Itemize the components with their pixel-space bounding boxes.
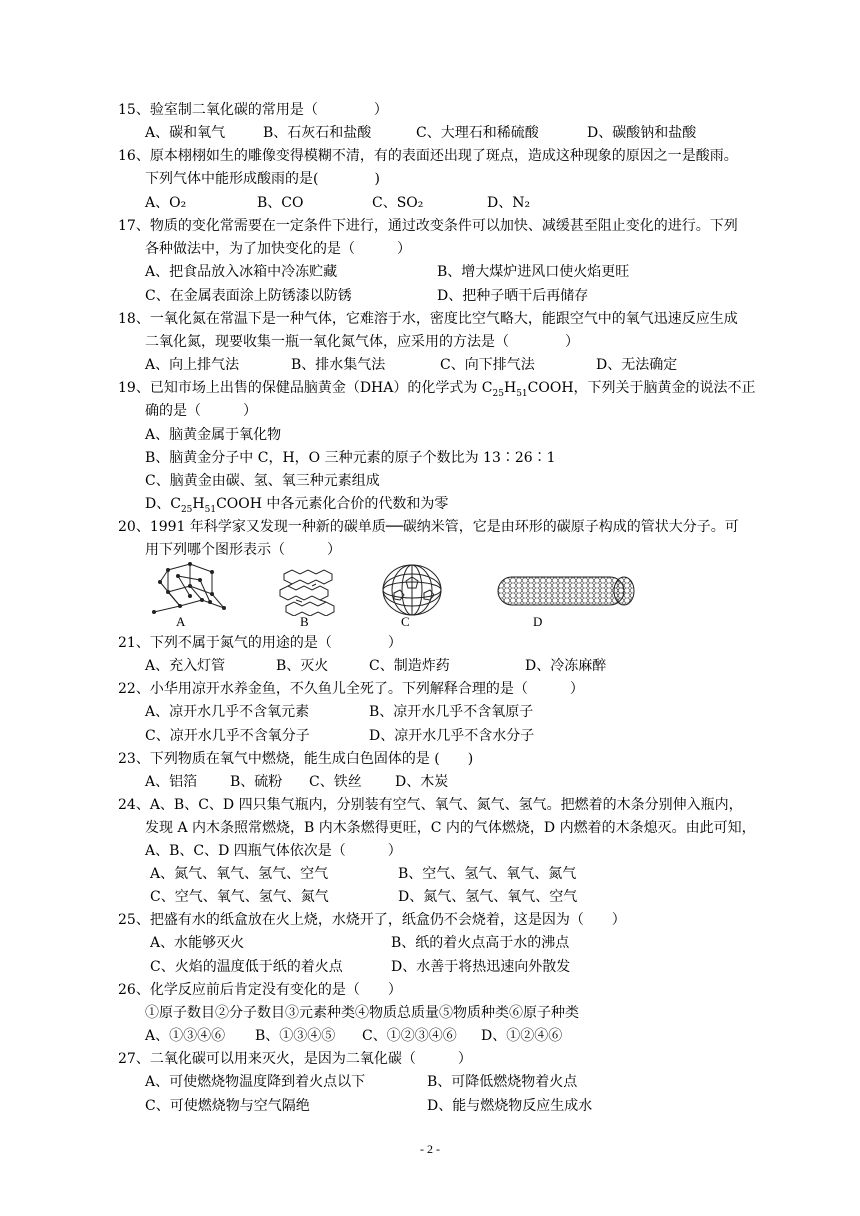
question-15-stem: 15、验室制二氧化碳的常用是（ ）: [118, 102, 388, 118]
question-20-stem-line2: 用下列哪个图形表示（ ）: [145, 542, 341, 558]
page-number: - 2 -: [420, 1142, 440, 1156]
q26-option-d: D、①②④⑥: [481, 1028, 563, 1044]
q26-option-b: B、①③④⑤: [255, 1028, 336, 1044]
q22-option-a: A、凉开水几乎不含氧元素: [145, 704, 310, 720]
q18-option-d: D、无法确定: [596, 357, 678, 373]
q27-option-a: A、可使燃烧物温度降到着火点以下: [145, 1074, 366, 1090]
q16-option-d: D、N₂: [487, 195, 531, 211]
diamond-structure-figure: [150, 562, 230, 616]
q23-option-c: C、铁丝: [309, 774, 362, 790]
q27-option-d: D、能与燃烧物反应生成水: [427, 1098, 593, 1114]
q26-option-a: A、①③④⑥: [145, 1028, 226, 1044]
q25-option-b: B、纸的着火点高于水的沸点: [391, 935, 570, 951]
q16-option-c: C、SO₂: [372, 195, 424, 211]
question-24-stem-line3: A、B、C、D 四瓶气体依次是（ ）: [145, 843, 402, 859]
q19-option-a: A、脑黄金属于氧化物: [145, 427, 282, 443]
q19-option-d: D、$C_{25}H_{51}COOH$ 中各元素化合价的代数和为零: [145, 496, 449, 515]
q24-option-c: C、空气、氧气、氢气、氮气: [150, 889, 329, 905]
q19-option-c: C、脑黄金由碳、氢、氧三种元素组成: [145, 473, 380, 489]
q17-option-a: A、把食品放入冰箱中冷冻贮藏: [145, 264, 338, 280]
q15-option-b: B、石灰石和盐酸: [263, 125, 372, 141]
fullerene-structure-figure: [380, 563, 444, 617]
q21-option-a: A、充入灯管: [145, 658, 226, 674]
question-27-stem: 27、二氧化碳可以用来灭火，是因为二氧化碳（ ）: [118, 1051, 472, 1067]
q15-option-d: D、碳酸钠和盐酸: [587, 125, 697, 141]
q15-option-c: C、大理石和稀硫酸: [416, 125, 539, 141]
q22-option-c: C、凉开水几乎不含氧分子: [145, 728, 310, 744]
q25-option-c: C、火焰的温度低于纸的着火点: [150, 959, 343, 975]
q23-option-a: A、铝箔: [145, 774, 198, 790]
question-24-stem-line1: 24、A、B、C、D 四只集气瓶内，分别装有空气、氧气、氮气、氢气。把燃着的木条分别伸入瓶内，: [118, 797, 743, 813]
q23-option-d: D、木炭: [395, 774, 449, 790]
q19-option-b: B、脑黄金分子中 C，H，O 三种元素的原子个数比为 13∶26∶1: [145, 450, 556, 466]
q27-option-c: C、可使燃烧物与空气隔绝: [145, 1098, 310, 1114]
q17-option-b: B、增大煤炉进风口使火焰更旺: [437, 264, 630, 280]
q24-option-d: D、氮气、氢气、氧气、空气: [398, 889, 578, 905]
question-18-stem-line2: 二氧化氮，现要收集一瓶一氧化氮气体，应采用的方法是（ ）: [145, 334, 579, 350]
q25-option-d: D、水善于将热迅速向外散发: [391, 959, 571, 975]
q16-option-a: A、O₂: [145, 195, 187, 211]
question-17-stem-line1: 17、物质的变化常需要在一定条件下进行，通过改变条件可以加快、减缓甚至阻止变化的进行。下列: [118, 218, 738, 234]
q21-option-d: D、冷冻麻醉: [525, 658, 607, 674]
q17-option-d: D、把种子晒干后再储存: [437, 288, 589, 304]
question-17-stem-line2: 各种做法中，为了加快变化的是（ ）: [145, 241, 411, 257]
q27-option-b: B、可降低燃烧物着火点: [427, 1074, 578, 1090]
q18-option-b: B、排水集气法: [291, 357, 386, 373]
question-19-stem-line1: 19、已知市场上出售的保健品脑黄金（DHA）的化学式为 $C_{25}H_{51}COOH$，下列关于脑黄金的说法不正: [118, 380, 756, 399]
question-26-stem: 26、化学反应前后肯定没有变化的是（ ）: [118, 982, 402, 998]
q16-option-b: B、CO: [257, 195, 304, 211]
figure-label-b: B: [300, 614, 309, 629]
question-22-stem: 22、小华用凉开水养金鱼，不久鱼儿全死了。下列解释合理的是（ ）: [118, 681, 584, 697]
q23-option-b: B、硫粉: [230, 774, 283, 790]
question-16-stem-line2: 下列气体中能形成酸雨的是( ): [145, 171, 380, 187]
q25-option-a: A、水能够灭火: [150, 935, 245, 951]
figure-label-c: C: [401, 614, 410, 629]
question-19-stem-line2: 确的是（ ）: [145, 403, 257, 419]
q24-option-a: A、氮气、氧气、氢气、空气: [150, 866, 329, 882]
question-23-stem: 23、下列物质在氧气中燃烧，能生成白色固体的是 ( ): [118, 751, 474, 767]
question-16-stem-line1: 16、原本栩栩如生的雕像变得模糊不清，有的表面还出现了斑点，造成这种现象的原因之一是酸雨。: [118, 148, 738, 164]
nanotube-structure-figure: [486, 573, 636, 609]
question-24-stem-line2: 发现 A 内木条照常燃烧，B 内木条燃得更旺，C 内的气体燃烧，D 内燃着的木条熄灭。由此可知，: [145, 820, 756, 836]
q18-option-a: A、向上排气法: [145, 357, 240, 373]
q22-option-d: D、凉开水几乎不含水分子: [369, 728, 535, 744]
q21-option-c: C、制造炸药: [369, 658, 450, 674]
q15-option-a: A、碳和氧气: [145, 125, 226, 141]
q17-option-c: C、在金属表面涂上防锈漆以防锈: [145, 288, 352, 304]
q21-option-b: B、灭火: [276, 658, 329, 674]
q18-option-c: C、向下排气法: [440, 357, 535, 373]
figure-label-a: A: [176, 614, 186, 629]
question-25-stem: 25、把盛有水的纸盒放在火上烧，水烧开了，纸盒仍不会烧着，这是因为（ ）: [118, 912, 626, 928]
question-18-stem-line1: 18、一氧化氮在常温下是一种气体，它难溶于水，密度比空气略大，能跟空气中的氧气迅速反应生成: [118, 311, 738, 327]
question-26-items: ①原子数目②分子数目③元素种类④物质总质量⑤物质种类⑥原子种类: [145, 1005, 579, 1021]
graphite-structure-figure: [276, 566, 346, 616]
figure-label-d: D: [533, 614, 543, 629]
question-21-stem: 21、下列不属于氮气的用途的是（ ）: [118, 635, 402, 651]
q26-option-c: C、①②③④⑥: [362, 1028, 457, 1044]
question-20-stem-line1: 20、1991 年科学家又发现一种新的碳单质──碳纳米管，它是由环形的碳原子构成的管状大分子。可: [118, 519, 739, 535]
q22-option-b: B、凉开水几乎不含氧原子: [369, 704, 534, 720]
q24-option-b: B、空气、氢气、氧气、氮气: [398, 866, 577, 882]
